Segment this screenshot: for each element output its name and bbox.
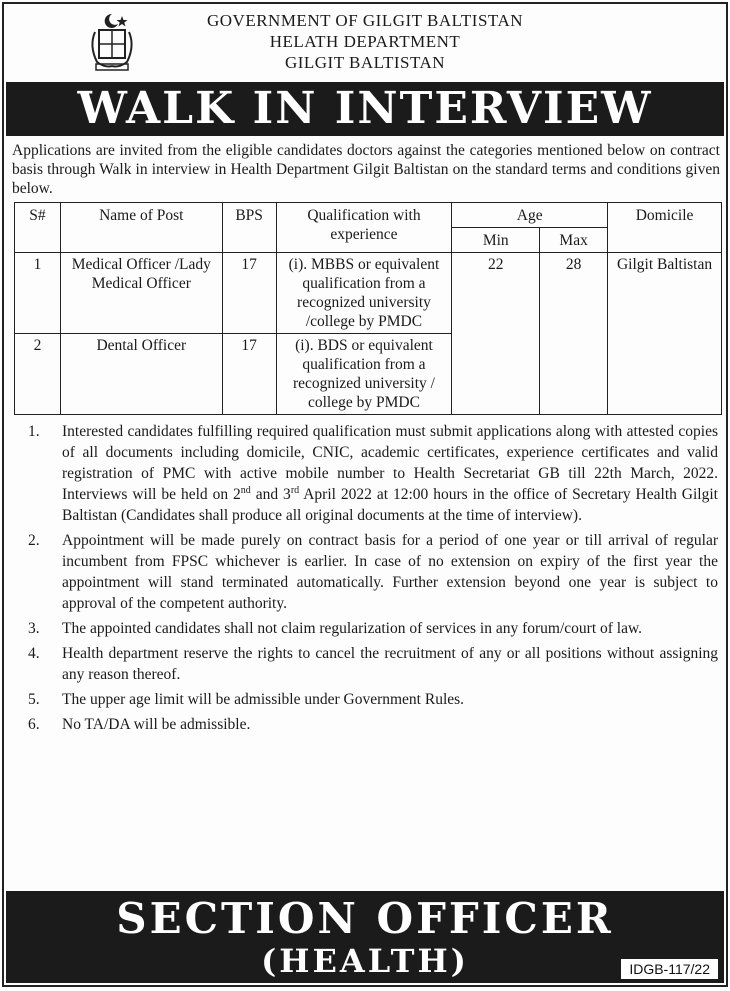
list-item: [22, 643, 718, 685]
list-item: [22, 530, 718, 614]
header-department-line: HELATH DEPARTMENT: [269, 32, 461, 51]
header-sno: S#: [15, 203, 61, 253]
item-text: No TA/DA will be admissible.: [62, 716, 251, 733]
intro-paragraph: Applications are invited from the eligible candidates doctors against the categories mentioned below on contract basis through Walk in interview in Health Department Gilgit Baltistan on the standard terms and conditions given below.: [12, 142, 720, 197]
item-text: Interested candidates fulfilling required qualification must submit applications along with attested copies of all documents including domicile, CNIC, academic certificates, experience certificates and valid registration of PMC with active mobile number to Health Secretariat GB till 22th March, 2022. Interviews will be held on 2nd and 3rd April 2022 at 12:00 hours in the office of Secretary Health Gilgit Baltistan (Candidates shall produce all original documents at the time of interview).: [62, 423, 718, 524]
advertisement-page: [2, 2, 728, 987]
reference-number: IDGB-117/22: [621, 959, 718, 979]
item-text: Appointment will be made purely on contract basis for a period of one year or till arrival of regular incumbent from FPSC whichever is earlier. In case of no extension on expiry of the first year the appointment will stand terminated automatically. Further extension beyond one year is subject to approval of the competent authority.: [62, 532, 718, 612]
header-qualification: Qualification with experience: [276, 203, 452, 253]
header-bps: BPS: [222, 203, 276, 253]
cell-sno: 1: [15, 253, 61, 334]
header-age: Age: [452, 203, 608, 228]
cell-age-min: 22: [452, 253, 540, 415]
header-age-min: Min: [452, 228, 540, 253]
cell-age-max: 28: [540, 253, 608, 415]
walk-in-interview-banner: WALK IN INTERVIEW: [6, 82, 724, 136]
header-region-line: GILGIT BALTISTAN: [284, 53, 446, 72]
item-number: 3.: [28, 620, 40, 637]
table-row: [15, 253, 722, 334]
cell-post: Medical Officer /Lady Medical Officer: [60, 253, 222, 334]
terms-list: [22, 421, 718, 735]
item-text: Health department reserve the rights to cancel the recruitment of any or all positions without assigning any reason thereof.: [62, 645, 718, 683]
table-header-row: [15, 203, 722, 228]
item-number: 2.: [28, 532, 40, 549]
cell-sno: 2: [15, 334, 61, 415]
list-item: [22, 421, 718, 526]
item-number: 1.: [28, 423, 40, 440]
item-text: The appointed candidates shall not claim regularization of services in any forum/court of law.: [62, 620, 643, 637]
list-item: [22, 618, 718, 639]
cell-bps: 17: [222, 253, 276, 334]
list-item: [22, 714, 718, 735]
header-age-max: Max: [540, 228, 608, 253]
cell-qualification: (i). BDS or equivalent qualification from a recognized university / college by PMDC: [276, 334, 452, 415]
header: [4, 4, 726, 82]
item-number: 4.: [28, 645, 40, 662]
header-domicile: Domicile: [608, 203, 722, 253]
item-text: The upper age limit will be admissible under Government Rules.: [62, 691, 465, 708]
cell-bps: 17: [222, 334, 276, 415]
state-emblem-icon: [86, 10, 138, 74]
cell-post: Dental Officer: [60, 334, 222, 415]
header-government-line: GOVERNMENT OF GILGIT BALTISTAN: [206, 11, 524, 30]
section-officer-title: SECTION OFFICER: [116, 894, 614, 943]
item-number: 5.: [28, 691, 40, 708]
cell-domicile: Gilgit Baltistan: [608, 253, 722, 415]
header-post: Name of Post: [60, 203, 222, 253]
list-item: [22, 689, 718, 710]
posts-table: [14, 202, 722, 415]
item-number: 6.: [28, 716, 40, 733]
footer-banner: [6, 891, 724, 983]
cell-qualification: (i). MBBS or equivalent qualification from a recognized university /college by PMDC: [276, 253, 452, 334]
health-subtitle: (HEALTH): [261, 942, 469, 980]
